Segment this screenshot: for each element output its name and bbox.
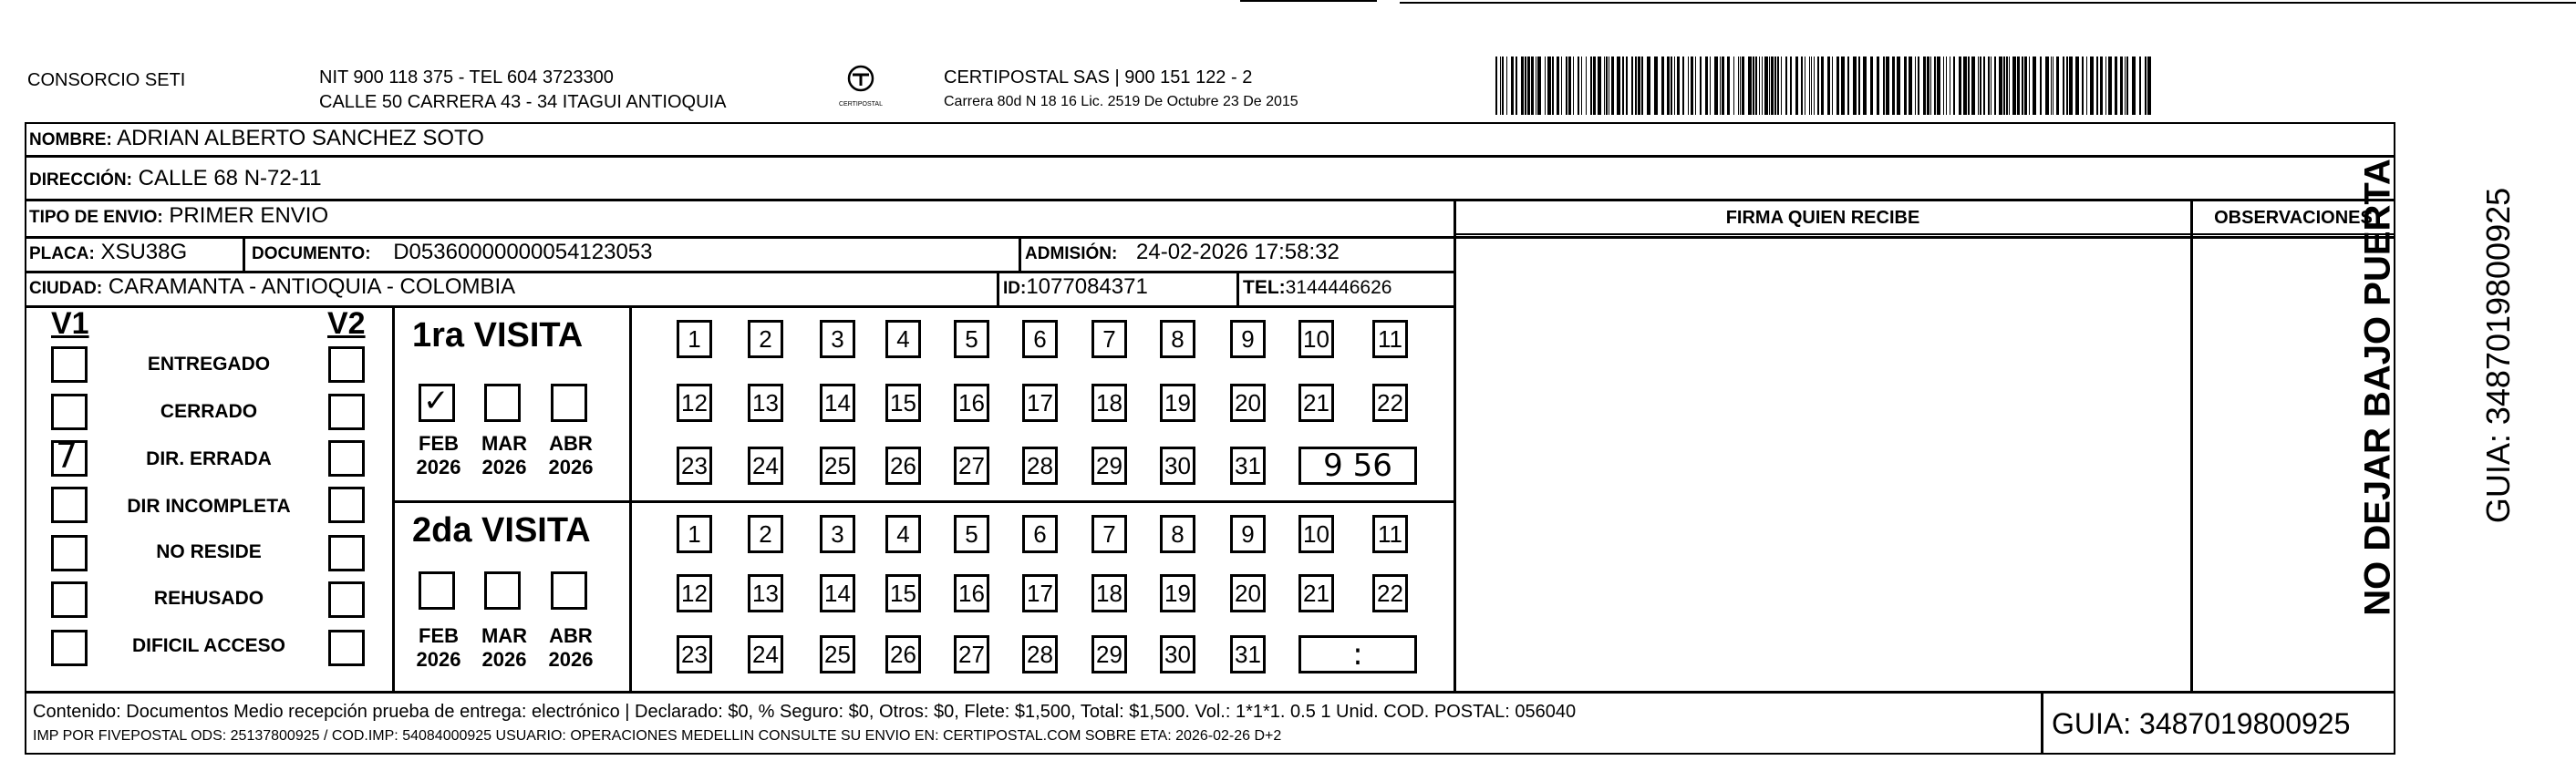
visit1-day-box[interactable]: 24	[748, 447, 783, 485]
v2-checkbox[interactable]	[328, 581, 365, 618]
visit1-month-name: FEB	[419, 432, 459, 455]
visit1-day-box[interactable]: 10	[1298, 320, 1334, 358]
signature-header-sep	[1454, 233, 2395, 235]
address-value: CALLE 68 N-72-11	[138, 166, 322, 190]
visit1-day-box[interactable]: 28	[1022, 447, 1058, 485]
visit1-month-label	[539, 432, 603, 479]
row-sep-4	[25, 271, 1454, 273]
visit2-month-checkbox[interactable]	[419, 571, 455, 610]
visit2-day-box[interactable]: 31	[1230, 635, 1266, 673]
visit1-day-box[interactable]: 16	[954, 384, 989, 422]
id-tel-sep	[1236, 271, 1239, 305]
visit1-day-box[interactable]: 30	[1160, 447, 1195, 485]
visit2-day-box[interactable]: 5	[954, 515, 989, 553]
visit1-day-box[interactable]: 22	[1372, 384, 1408, 422]
visit1-month-mark: ✓	[423, 383, 450, 419]
visit1-month-year: 2026	[548, 456, 594, 478]
visit1-day-box[interactable]: 17	[1022, 384, 1058, 422]
row-sep-5	[25, 305, 1454, 308]
document-label: DOCUMENTO:	[252, 244, 371, 263]
visit2-day-box[interactable]: 26	[885, 635, 921, 673]
content-line: Contenido: Documentos Medio recepción prueba de entrega: electrónico | Declarado: $0, % Seguro: $0, Otros: $0, Flete: $1,500, Total: $1,500. Vol.: 1*1*1. 0.5 1 Unid. COD. POSTAL: 056040	[33, 702, 1577, 722]
status-label: DIR INCOMPLETA	[127, 496, 291, 517]
visit2-day-box[interactable]: 24	[748, 635, 783, 673]
visit2-day-box[interactable]: 14	[820, 574, 855, 612]
imp-line: IMP POR FIVEPOSTAL ODS: 25137800925 / COD.IMP: 54084000925 USUARIO: OPERACIONES MEDELLIN CONSULTE SU ENVIO EN: CERTIPOSTAL.COM SOBRE ETA: 2026-02-26 D+2	[33, 728, 1282, 744]
status-label: DIFICIL ACCESO	[131, 635, 285, 656]
visit1-day-box[interactable]: 19	[1160, 384, 1195, 422]
v1-header: V1	[51, 306, 89, 341]
plate-doc-sep	[243, 236, 245, 271]
visit2-month-name: ABR	[549, 624, 593, 647]
id-value: 1077084371	[1026, 274, 1148, 299]
v2-checkbox[interactable]	[328, 535, 365, 571]
visit2-day-box[interactable]: 23	[677, 635, 712, 673]
status-label: REHUSADO	[153, 588, 264, 609]
visit2-day-box[interactable]: 29	[1091, 635, 1127, 673]
id-cell	[1003, 274, 1148, 300]
certipostal-logo	[828, 64, 894, 109]
address-line: CALLE 50 CARRERA 43 - 34 ITAGUI ANTIOQUIA	[319, 92, 727, 112]
months-days-sep	[629, 305, 632, 691]
address-label: DIRECCIÓN:	[29, 170, 132, 190]
visit2-day-box[interactable]: 16	[954, 574, 989, 612]
visit1-day-box[interactable]: 3	[820, 320, 855, 358]
visit1-day-box[interactable]: 4	[885, 320, 921, 358]
v2-checkbox[interactable]	[328, 630, 365, 666]
visit1-day-box[interactable]: 15	[885, 384, 921, 422]
visit-divider	[392, 500, 1454, 503]
company-line: CERTIPOSTAL SAS | 900 151 122 - 2	[944, 67, 1253, 87]
visit2-day-box[interactable]: 27	[954, 635, 989, 673]
visit2-month-name: FEB	[419, 624, 459, 647]
side-warning: NO DEJAR BAJO PUERTA	[2357, 159, 2398, 616]
visit1-day-box[interactable]: 25	[820, 447, 855, 485]
city-label: CIUDAD:	[29, 279, 103, 298]
visit1-month-checkbox[interactable]	[484, 384, 521, 422]
visit1-day-box[interactable]: 5	[954, 320, 989, 358]
visit2-day-box[interactable]: 30	[1160, 635, 1195, 673]
footer-sep	[25, 691, 2395, 694]
visit1-day-box[interactable]: 18	[1091, 384, 1127, 422]
visit2-day-box[interactable]: 4	[885, 515, 921, 553]
visit2-day-box[interactable]: 11	[1372, 515, 1408, 553]
visit2-day-box[interactable]: 7	[1091, 515, 1127, 553]
visit1-day-box[interactable]: 1	[677, 320, 712, 358]
document-value: D05360000000054123053	[393, 240, 653, 264]
v2-checkbox[interactable]	[328, 394, 365, 430]
visit1-day-box[interactable]: 27	[954, 447, 989, 485]
visit1-day-box[interactable]: 11	[1372, 320, 1408, 358]
row-sep-1	[25, 155, 2395, 158]
nit-line: NIT 900 118 375 - TEL 604 3723300	[319, 67, 614, 87]
city-cell	[29, 274, 515, 300]
visit2-title: 2da VISITA	[412, 511, 591, 550]
v1-checkbox[interactable]	[51, 436, 88, 477]
plate-value: XSU38G	[100, 240, 188, 264]
visit2-day-box[interactable]: 15	[885, 574, 921, 612]
v1-checkbox[interactable]	[51, 487, 88, 523]
document-cell	[252, 240, 653, 265]
tel-value: 3144446626	[1285, 277, 1392, 298]
visit2-month-label	[407, 624, 471, 672]
visit1-month-name: MAR	[481, 432, 528, 455]
plate-cell	[29, 240, 187, 265]
visit1-day-box[interactable]: 8	[1160, 320, 1195, 358]
admission-cell	[1025, 240, 1340, 265]
v1-checkbox[interactable]	[51, 630, 88, 666]
visit1-day-box[interactable]: 23	[677, 447, 712, 485]
row-sep-2	[25, 199, 2395, 201]
visit2-month-year: 2026	[548, 648, 594, 671]
tel-label: TEL:	[1243, 277, 1286, 298]
visit2-day-box[interactable]: 6	[1022, 515, 1058, 553]
visit1-day-box[interactable]: 7	[1091, 320, 1127, 358]
visit2-day-box[interactable]: 2	[748, 515, 783, 553]
visit1-day-box[interactable]: 6	[1022, 320, 1058, 358]
visit1-day-box[interactable]: 31	[1230, 447, 1266, 485]
v1-checkbox[interactable]	[51, 535, 88, 571]
visit2-month-name: MAR	[481, 624, 528, 647]
visit2-day-box[interactable]: 21	[1298, 574, 1334, 612]
footer-guide: GUIA: 3487019800925	[2052, 707, 2351, 740]
license-line: Carrera 80d N 18 16 Lic. 2519 De Octubre 23 De 2015	[944, 94, 1298, 109]
visit1-day-box[interactable]: 2	[748, 320, 783, 358]
barcode	[1495, 57, 2154, 115]
visit2-day-box[interactable]: 12	[677, 574, 712, 612]
name-label: NOMBRE:	[29, 130, 112, 149]
footer-guide-sep	[2041, 691, 2043, 755]
shipment-label: TIPO DE ENVIO:	[29, 208, 163, 227]
top-rule	[1240, 0, 1377, 2]
side-guide: GUIA: 3487019800925	[2479, 187, 2517, 524]
visit1-month-checkbox[interactable]	[551, 384, 587, 422]
visit2-day-box[interactable]: 1	[677, 515, 712, 553]
visit2-day-box[interactable]: 13	[748, 574, 783, 612]
admission-label: ADMISIÓN:	[1025, 244, 1118, 263]
visit1-month-name: ABR	[549, 432, 593, 455]
visit1-month-year: 2026	[416, 456, 461, 478]
v2-checkbox[interactable]	[328, 346, 365, 383]
visit2-day-box[interactable]: 25	[820, 635, 855, 673]
signature-header: FIRMA QUIEN RECIBE	[1725, 208, 1920, 228]
visit1-day-box[interactable]: 13	[748, 384, 783, 422]
plate-label: PLACA:	[29, 244, 95, 263]
visit2-day-box[interactable]: 3	[820, 515, 855, 553]
shipment-value: PRIMER ENVIO	[169, 203, 329, 228]
visit1-day-box[interactable]: 21	[1298, 384, 1334, 422]
visit1-time-box[interactable]	[1298, 447, 1417, 485]
status-visit-sep	[392, 305, 395, 691]
visit2-day-box[interactable]: 18	[1091, 574, 1127, 612]
visit1-day-box[interactable]: 20	[1230, 384, 1266, 422]
observations-header: OBSERVACIONES	[2214, 208, 2373, 228]
v1-handwritten-mark: 7	[56, 436, 78, 476]
signature-left-border	[1454, 199, 1456, 691]
city-value: CARAMANTA - ANTIOQUIA - COLOMBIA	[108, 274, 516, 299]
visit2-day-box[interactable]: 28	[1022, 635, 1058, 673]
visit1-month-label	[407, 432, 471, 479]
visit1-time-value: 9 56	[1323, 447, 1392, 484]
visit2-month-year: 2026	[481, 648, 527, 671]
city-id-sep	[997, 271, 999, 305]
visit2-day-box[interactable]: 20	[1230, 574, 1266, 612]
v1-checkbox[interactable]	[51, 346, 88, 383]
consortium-name: CONSORCIO SETI	[27, 70, 186, 90]
visit2-time-value: :	[1352, 636, 1363, 673]
top-rule-right	[1400, 2, 2576, 4]
visit2-month-year: 2026	[416, 648, 461, 671]
status-label: ENTREGADO	[147, 354, 271, 375]
v2-header: V2	[327, 306, 366, 341]
visit1-day-box[interactable]: 9	[1230, 320, 1266, 358]
tel-cell	[1243, 277, 1391, 299]
visit2-day-box[interactable]: 8	[1160, 515, 1195, 553]
admission-value: 24-02-2026 17:58:32	[1136, 240, 1340, 264]
visit1-month-label	[472, 432, 536, 479]
v1-checkbox[interactable]	[51, 394, 88, 430]
visit1-month-checkbox[interactable]	[419, 384, 455, 422]
id-label: ID:	[1003, 279, 1027, 298]
status-label: CERRADO	[160, 401, 258, 422]
status-label: DIR. ERRADA	[146, 448, 272, 469]
status-label: NO RESIDE	[156, 541, 262, 562]
name-value: ADRIAN ALBERTO SANCHEZ SOTO	[117, 126, 484, 150]
visit1-month-year: 2026	[481, 456, 527, 478]
visit1-day-box[interactable]: 26	[885, 447, 921, 485]
visit1-day-box[interactable]: 12	[677, 384, 712, 422]
visit1-title: 1ra VISITA	[412, 316, 584, 355]
visit2-day-box[interactable]: 19	[1160, 574, 1195, 612]
v1-checkbox[interactable]	[51, 581, 88, 618]
visit2-month-checkbox[interactable]	[551, 571, 587, 610]
v2-checkbox[interactable]	[328, 487, 365, 523]
name-row	[29, 126, 484, 151]
visit2-day-box[interactable]: 9	[1230, 515, 1266, 553]
row-sep-3	[25, 236, 2395, 239]
observations-left-border	[2190, 199, 2193, 691]
address-row	[29, 166, 322, 191]
doc-adm-sep	[1019, 236, 1021, 271]
visit2-day-box[interactable]: 17	[1022, 574, 1058, 612]
visit2-month-label	[472, 624, 536, 672]
visit2-day-box[interactable]: 10	[1298, 515, 1334, 553]
visit1-day-box[interactable]: 29	[1091, 447, 1127, 485]
visit2-day-box[interactable]: 22	[1372, 574, 1408, 612]
visit1-day-box[interactable]: 14	[820, 384, 855, 422]
visit2-month-label	[539, 624, 603, 672]
visit2-time-box[interactable]	[1298, 635, 1417, 673]
visit2-month-checkbox[interactable]	[484, 571, 521, 610]
v2-checkbox[interactable]	[328, 440, 365, 477]
logo-text: CERTIPOSTAL	[839, 101, 883, 108]
shipment-row	[29, 203, 328, 229]
